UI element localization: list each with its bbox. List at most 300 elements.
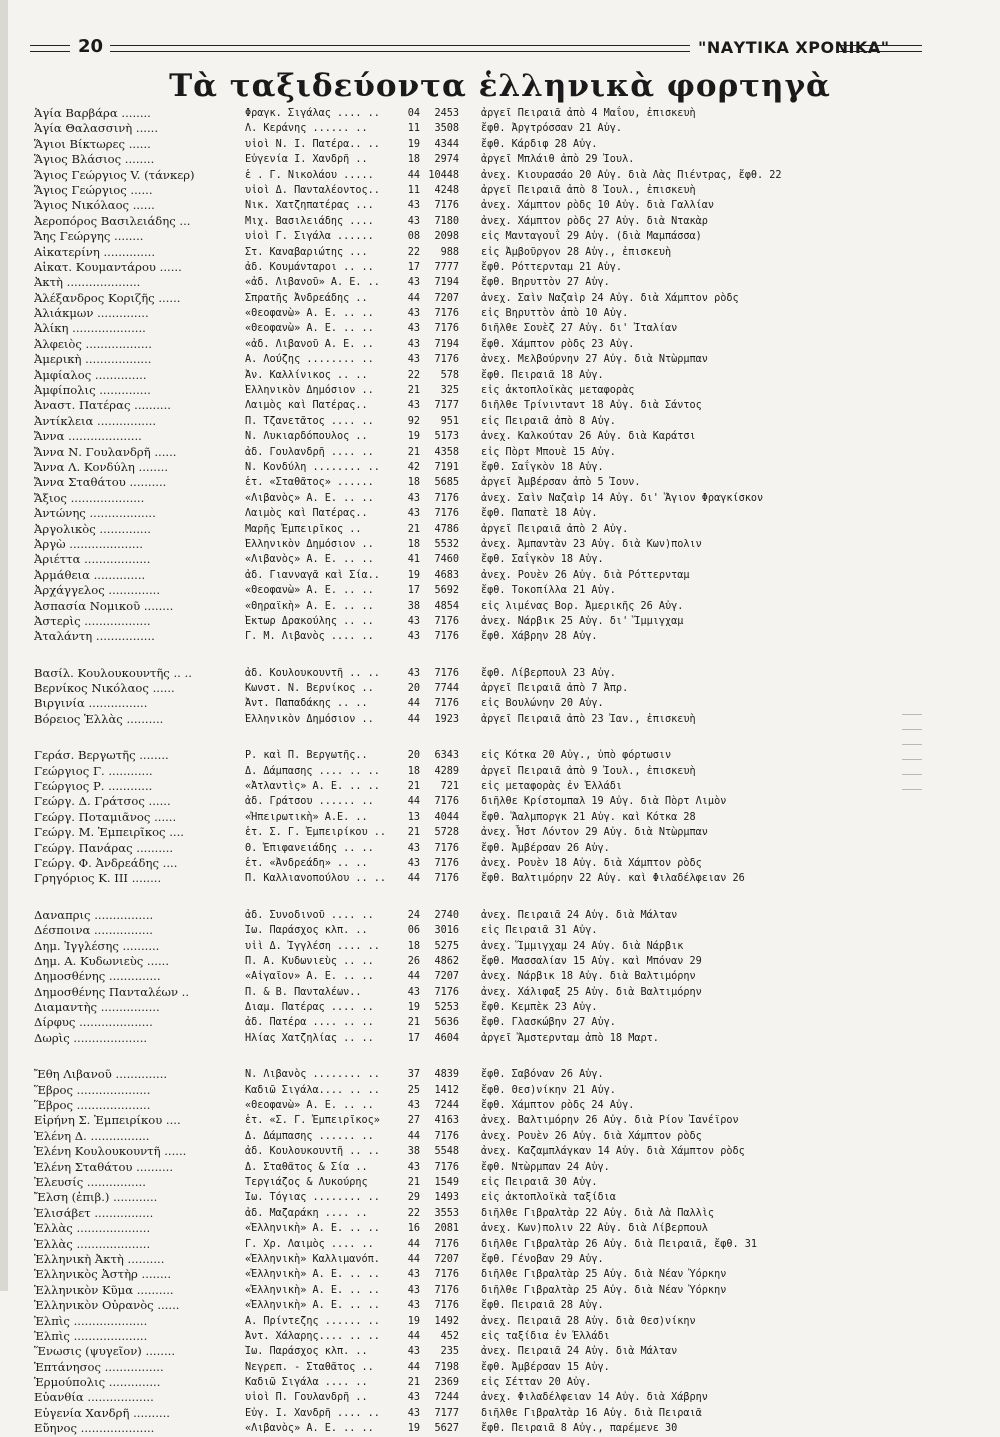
build-year: 44 bbox=[407, 1330, 420, 1342]
ship-owner: Νεγρεπ. - Σταθᾶτος .. bbox=[245, 1361, 374, 1373]
tonnage: 7244 bbox=[434, 1392, 459, 1404]
ship-owner: «ἀδ. Λιβανοῦ» Α. Ε. .. bbox=[245, 277, 380, 289]
ship-owner: Ἀντ. Παπαδάκης .. .. bbox=[245, 698, 368, 710]
ship-owner: υἱοὶ Δ. Πανταλέοντος.. bbox=[245, 184, 380, 196]
tonnage: 7176 bbox=[434, 842, 459, 854]
voyage-status: εἰς Πειραιᾶ ἀπὸ 8 Αὐγ. bbox=[481, 415, 616, 427]
build-year: 44 bbox=[407, 873, 420, 885]
voyage-status: ἔφθ. Χάβρην 28 Αὐγ. bbox=[481, 631, 598, 643]
tonnage: 7176 bbox=[434, 667, 459, 679]
ship-owner: Ἰω. Παράσχος κλπ. .. bbox=[245, 1346, 368, 1358]
ship-name: Βερνίκος Νικόλαος ...... bbox=[34, 681, 175, 696]
ship-row bbox=[0, 198, 1000, 213]
tonnage: 235 bbox=[440, 1346, 459, 1358]
build-year: 24 bbox=[407, 909, 420, 921]
ship-owner: Ν. Λιβανὸς ........ .. bbox=[245, 1069, 380, 1081]
ship-name: Ἔλση (ἐπιβ.) ............ bbox=[34, 1190, 158, 1205]
header-rule-middle bbox=[110, 45, 690, 52]
tonnage: 4604 bbox=[434, 1032, 459, 1044]
ship-name: Ἄννα Ν. Γουλανδρῆ ...... bbox=[34, 444, 177, 459]
ship-name: Ἔθη Λιβανοῦ .............. bbox=[34, 1067, 168, 1082]
voyage-status: ἀνεχ. Ρουὲν 18 Αὐγ. διὰ Χάμπτον ρὸδς bbox=[481, 857, 702, 869]
tonnage: 7194 bbox=[434, 338, 459, 350]
build-year: 44 bbox=[407, 698, 420, 710]
ship-name: Εὐανθία .................. bbox=[34, 1390, 154, 1405]
build-year: 44 bbox=[407, 971, 420, 983]
build-year: 18 bbox=[407, 154, 420, 166]
ship-row bbox=[0, 841, 1000, 856]
ship-owner: «Θεοφανὼ» Α. Ε. .. .. bbox=[245, 585, 374, 597]
build-year: 18 bbox=[407, 477, 420, 489]
voyage-status: ἀνεχ. Σαὶν Ναζαὶρ 14 Αὐγ. δι' Ἅγιον Φραγκίσκον bbox=[481, 492, 764, 504]
ship-name: Γρηγόριος Κ. ΙΙΙ ........ bbox=[34, 871, 162, 886]
ship-row bbox=[0, 1314, 1000, 1329]
ship-owner: Γ. Μ. Λιβανὸς .... .. bbox=[245, 631, 374, 643]
tonnage: 7744 bbox=[434, 683, 459, 695]
voyage-status: διῆλθε Τρίνινταντ 18 Αὐγ. διὰ Σάντος bbox=[481, 400, 702, 412]
voyage-status: ἀνεχ. Καλκούταν 26 Αὐγ. διὰ Καράτσι bbox=[481, 431, 696, 443]
ship-owner: Εὐγ. Ι. Χανδρῆ .... .. bbox=[245, 1407, 380, 1419]
ship-owner: «Λιβανὸς» Α. Ε. .. .. bbox=[245, 554, 374, 566]
ship-owner: Εὐγενία Ι. Χανδρῆ .. bbox=[245, 154, 368, 166]
tonnage: 5253 bbox=[434, 1002, 459, 1014]
build-year: 43 bbox=[407, 308, 420, 320]
tonnage: 5627 bbox=[434, 1423, 459, 1435]
tonnage: 5275 bbox=[434, 940, 459, 952]
build-year: 92 bbox=[407, 415, 420, 427]
build-year: 43 bbox=[407, 215, 420, 227]
header-rule-left bbox=[30, 45, 70, 52]
ship-owner: υἱοὶ Ν. Ι. Πατέρα.. .. bbox=[245, 138, 380, 150]
ship-row bbox=[0, 368, 1000, 383]
tonnage: 3016 bbox=[434, 925, 459, 937]
ship-owner: Α. Λούζης ........ .. bbox=[245, 354, 374, 366]
ship-row bbox=[0, 321, 1000, 336]
ship-owner: ἀδ. Γράτσου ...... .. bbox=[245, 796, 374, 808]
voyage-status: ἔφθ. Κεμπὲκ 23 Αὐγ. bbox=[481, 1002, 598, 1014]
ship-name: Γεράσ. Βεργωτῆς ........ bbox=[34, 748, 169, 763]
build-year: 43 bbox=[407, 986, 420, 998]
build-year: 21 bbox=[407, 523, 420, 535]
ship-name: Ἀριέττα .................. bbox=[34, 552, 151, 567]
ship-name: Ἑλληνικὴ Ἀκτὴ .......... bbox=[34, 1251, 165, 1266]
ship-name: Ἑλένη Δ. ................ bbox=[34, 1128, 150, 1143]
voyage-status: ἔφθ. Παπατὲ 18 Αὐγ. bbox=[481, 508, 598, 520]
ship-row bbox=[0, 1160, 1000, 1175]
ship-name: Ἀρχάγγελος .............. bbox=[34, 583, 161, 598]
ship-owner: υἱοὶ Π. Γουλανδρῆ .. bbox=[245, 1392, 368, 1404]
ship-owner: Σπρατῆς Ἀνδρεάδης .. bbox=[245, 292, 368, 304]
build-year: 16 bbox=[407, 1223, 420, 1235]
voyage-status: εἰς Μανταγουῒ 29 Αὐγ. (διὰ Μαμπάσσα) bbox=[481, 231, 702, 243]
build-year: 17 bbox=[407, 585, 420, 597]
voyage-status: ἀργεῖ Πειραιᾶ ἀπὸ 4 Μαΐου, ἐπισκευὴ bbox=[481, 108, 696, 119]
build-year: 43 bbox=[407, 200, 420, 212]
ship-name: Ἀκτὴ .................... bbox=[34, 275, 141, 290]
build-year: 43 bbox=[407, 277, 420, 289]
ship-owner: Νικ. Χατζηπατέρας ... bbox=[245, 200, 374, 212]
voyage-status: ἔφθ. Ἀργτρόσσαν 21 Αὐγ. bbox=[481, 123, 623, 135]
ship-name: Γεώργιος Ρ. ............ bbox=[34, 779, 153, 794]
tonnage: 5548 bbox=[434, 1146, 459, 1158]
ship-owner: «Θεοφανὼ» Α. Ε. .. .. bbox=[245, 1100, 374, 1112]
build-year: 43 bbox=[407, 842, 420, 854]
tonnage: 7176 bbox=[434, 200, 459, 212]
ship-name: Ἑρμούπολις .............. bbox=[34, 1375, 161, 1390]
ship-owner: Ἕκτωρ Δρακούλης .. .. bbox=[245, 615, 374, 627]
ship-row bbox=[0, 969, 1000, 984]
voyage-status: ἀνεχ. Ἧστ Λόντον 29 Αὐγ. διὰ Ντὼρμπαν bbox=[481, 827, 708, 839]
voyage-status: διῆλθε Γιβραλτὰρ 22 Αὐγ. διὰ Λὰ Παλλὶς bbox=[481, 1207, 715, 1219]
ship-owner: Ἑλληνικὸν Δημόσιον .. bbox=[245, 538, 374, 550]
ship-row bbox=[0, 666, 1000, 681]
tonnage: 4683 bbox=[434, 569, 459, 581]
ship-name: Ἀρμάθεια .............. bbox=[34, 567, 146, 582]
ship-owner: Δ. Σταθᾶτος & Σία .. bbox=[245, 1161, 368, 1173]
voyage-status: ἔφθ. Βαλτιμόρην 22 Αὐγ. καὶ Φιλαδέλφειαν 26 bbox=[481, 873, 745, 885]
build-year: 04 bbox=[407, 108, 420, 119]
ship-row bbox=[0, 229, 1000, 244]
tonnage: 3508 bbox=[434, 123, 459, 135]
build-year: 38 bbox=[407, 600, 420, 612]
ship-owner: «Αἰγαῖον» Α. Ε. .. .. bbox=[245, 971, 374, 983]
build-year: 44 bbox=[407, 1253, 420, 1265]
ship-name: Δέσποινα ................ bbox=[34, 923, 153, 938]
ship-owner: Καδιῶ Σιγάλα.... .. .. bbox=[245, 1084, 380, 1096]
ship-name: Αἰκατ. Κουμαντάρου ...... bbox=[34, 259, 182, 274]
voyage-status: ἀργεῖ Ἄμστερνταμ ἀπὸ 18 Μαρτ. bbox=[481, 1032, 659, 1044]
ship-owner: «Ἑλληνικὴ» Α. Ε. .. .. bbox=[245, 1300, 380, 1312]
build-year: 43 bbox=[407, 1346, 420, 1358]
build-year: 43 bbox=[407, 338, 420, 350]
ship-owner: Λαιμὸς καὶ Πατέρας.. bbox=[245, 508, 368, 520]
ship-row bbox=[0, 696, 1000, 711]
ship-name: Δημοσθένης .............. bbox=[34, 969, 161, 984]
ship-row bbox=[0, 414, 1000, 429]
voyage-status: ἔφθ. Ρόττερνταμ 21 Αὐγ. bbox=[481, 261, 623, 273]
tonnage: 4163 bbox=[434, 1115, 459, 1127]
ship-owner: ἑτ. «Ἀνδρεάδη» .. .. bbox=[245, 857, 368, 869]
tonnage: 325 bbox=[440, 385, 459, 397]
tonnage: 1493 bbox=[434, 1192, 459, 1204]
ship-row bbox=[0, 1031, 1000, 1046]
build-year: 20 bbox=[407, 750, 420, 762]
tonnage: 1549 bbox=[434, 1177, 459, 1188]
ship-owner: ἀδ. Κουλουκουντῆ .. .. bbox=[245, 667, 380, 679]
ship-row bbox=[0, 1190, 1000, 1205]
voyage-status: ἀνεχ. Χάμπτον ρὸδς 10 Αὐγ. διὰ Γαλλίαν bbox=[481, 200, 715, 212]
ship-owner: Π. & Β. Πανταλέων.. bbox=[245, 986, 362, 998]
tonnage: 7460 bbox=[434, 554, 459, 566]
build-year: 22 bbox=[407, 1207, 420, 1219]
tonnage: 4862 bbox=[434, 955, 459, 967]
ship-row bbox=[0, 871, 1000, 886]
build-year: 11 bbox=[407, 184, 420, 196]
ship-owner: «Θεοφανὼ» Α. Ε. .. .. bbox=[245, 308, 374, 320]
ship-row bbox=[0, 779, 1000, 794]
tonnage: 7176 bbox=[434, 1238, 459, 1250]
build-year: 08 bbox=[407, 231, 420, 243]
tonnage: 4344 bbox=[434, 138, 459, 150]
build-year: 19 bbox=[407, 431, 420, 443]
build-year: 26 bbox=[407, 955, 420, 967]
ship-name: Ἀστερὶς .................. bbox=[34, 613, 151, 628]
ship-name: Γεώργ. Μ. Ἐμπειρῖκος .... bbox=[34, 825, 184, 840]
ship-owner: «Ἀτλαντὶς» Α. Ε. .. .. bbox=[245, 781, 380, 793]
voyage-status: ἀνεχ. Ρουὲν 26 Αὐγ. διὰ Χάμπτον ρὸδς bbox=[481, 1130, 702, 1142]
voyage-status: εἰς Σέτταν 20 Αὐγ. bbox=[481, 1377, 592, 1389]
voyage-status: ἀργεῖ Πειραιᾶ ἀπὸ 2 Αὐγ. bbox=[481, 523, 629, 535]
ship-name: Ἀμερικὴ .................. bbox=[34, 352, 152, 367]
tonnage: 578 bbox=[440, 369, 459, 381]
ship-owner: Στ. Καναβαριώτης ... bbox=[245, 246, 368, 258]
ship-row bbox=[0, 568, 1000, 583]
ship-owner: «Ἑλληνικὴ» Α. Ε. .. .. bbox=[245, 1284, 380, 1296]
build-year: 43 bbox=[407, 1392, 420, 1404]
ship-owner: Ἀντ. Χάλαρης.... .. .. bbox=[245, 1330, 380, 1342]
ship-name: Ἑλληνικὸν Κῦμα .......... bbox=[34, 1282, 174, 1297]
voyage-status: ἔφθ. Σαΐγκὸν 18 Αὐγ. bbox=[481, 461, 604, 473]
tonnage: 7191 bbox=[434, 461, 459, 473]
ship-name: Ἄης Γεώργης ........ bbox=[34, 229, 144, 244]
tonnage: 7176 bbox=[434, 796, 459, 808]
tonnage: 2974 bbox=[434, 154, 459, 166]
ship-row bbox=[0, 1067, 1000, 1082]
build-year: 21 bbox=[407, 385, 420, 397]
ship-name: Ἑλλὰς .................... bbox=[34, 1236, 151, 1251]
ship-row bbox=[0, 954, 1000, 969]
header-rule-right bbox=[838, 45, 922, 52]
ship-row bbox=[0, 1113, 1000, 1128]
ship-row bbox=[0, 352, 1000, 367]
ship-owner: Διαμ. Πατέρας .... .. bbox=[245, 1002, 374, 1014]
tonnage: 7198 bbox=[434, 1361, 459, 1373]
build-year: 18 bbox=[407, 940, 420, 952]
voyage-status: ἔφθ. Ἀμβέρσαν 26 Αὐγ. bbox=[481, 842, 610, 854]
ship-owner: Ἡλίας Χατζηλίας .. .. bbox=[245, 1032, 374, 1044]
voyage-status: ἀνεχ. Χάλιφαξ 25 Αὐγ. διὰ Βαλτιμόρην bbox=[481, 986, 702, 998]
ship-name: Ἕνωσις (ψυγεῖον) ........ bbox=[34, 1344, 175, 1359]
ship-row bbox=[0, 681, 1000, 696]
build-year: 43 bbox=[407, 615, 420, 627]
voyage-status: εἰς μεταφορὰς ἐν Ἑλλάδι bbox=[481, 781, 623, 793]
ship-owner: ἀδ. Κουλουκουντῆ .. .. bbox=[245, 1146, 380, 1158]
ship-row bbox=[0, 168, 1000, 183]
voyage-status: εἰς Βηρυττὸν ἀπὸ 10 Αὐγ. bbox=[481, 308, 629, 320]
ship-name: Ἀλέξανδρος Κοριζῆς ...... bbox=[34, 290, 181, 305]
build-year: 43 bbox=[407, 400, 420, 412]
ship-owner: ἀδ. Μαζαράκη .... .. bbox=[245, 1207, 368, 1219]
voyage-status: ἀνεχ. Σαὶν Ναζαὶρ 24 Αὐγ. διὰ Χάμπτον ρὸδς bbox=[481, 292, 739, 304]
ship-row bbox=[0, 810, 1000, 825]
ship-row bbox=[0, 1329, 1000, 1344]
ship-row bbox=[0, 121, 1000, 136]
build-year: 19 bbox=[407, 569, 420, 581]
ship-name: Ἕβρος .................... bbox=[34, 1082, 151, 1097]
voyage-status: ἔφθ. Μασσαλίαν 15 Αὐγ. καὶ Μπόναν 29 bbox=[481, 955, 702, 967]
ship-owner: Καδιῶ Σιγάλα .... .. bbox=[245, 1377, 368, 1389]
ship-row bbox=[0, 1344, 1000, 1359]
build-year: 43 bbox=[407, 354, 420, 366]
voyage-status: ἀνεχ. Πειραιᾶ 24 Αὐγ. διὰ Μάλταν bbox=[481, 1346, 678, 1358]
ship-row bbox=[0, 1360, 1000, 1375]
ship-row bbox=[0, 306, 1000, 321]
ship-owner: Κωνστ. Ν. Βερνίκος .. bbox=[245, 683, 374, 695]
voyage-status: ἀνεχ. Φιλαδέλφειαν 14 Αὐγ. διὰ Χάβρην bbox=[481, 1392, 708, 1404]
build-year: 17 bbox=[407, 1032, 420, 1044]
ship-name: Ἄννα Λ. Κονδύλη ........ bbox=[34, 459, 169, 474]
tonnage: 2081 bbox=[434, 1223, 459, 1235]
ship-owner: Α. Πρίντεζης ...... .. bbox=[245, 1315, 380, 1327]
tonnage: 7207 bbox=[434, 1253, 459, 1265]
build-year: 43 bbox=[407, 1269, 420, 1281]
voyage-status: ἀνεχ. Πειραιᾶ 28 Αὐγ. διὰ Θεσ)νίκην bbox=[481, 1315, 696, 1327]
ship-owner: «Λιβανὸς» Α. Ε. .. .. bbox=[245, 492, 374, 504]
voyage-status: ἔφθ. Ἅαλμποργκ 21 Αὐγ. καὶ Κότκα 28 bbox=[481, 811, 696, 823]
tonnage: 7207 bbox=[434, 292, 459, 304]
ship-name: Γεώργιος Γ. ............ bbox=[34, 763, 153, 778]
ship-owner: Μιχ. Βασιλειάδης .... bbox=[245, 215, 374, 227]
ship-owner: ἀδ. Κουμάνταροι .. .. bbox=[245, 261, 374, 273]
ship-row bbox=[0, 1015, 1000, 1030]
ship-name: Εὔηνος .................... bbox=[34, 1421, 155, 1436]
ship-owner: «Θηραϊκὴ» Α. Ε. .. .. bbox=[245, 600, 374, 612]
tonnage: 7176 bbox=[434, 1130, 459, 1142]
ship-name: Ἀσπασία Νομικοῦ ........ bbox=[34, 598, 174, 613]
ship-name: Ἀντώνης .................. bbox=[34, 506, 156, 521]
voyage-status: ἀργεῖ Πειραιᾶ ἀπὸ 7 Ἀπρ. bbox=[481, 683, 629, 695]
build-year: 44 bbox=[407, 1238, 420, 1250]
ship-row bbox=[0, 1206, 1000, 1221]
voyage-status: εἰς Ἀμβοῦργον 28 Αὐγ., ἐπισκευὴ bbox=[481, 246, 672, 258]
ship-owner: «Ἠπειρωτικὴ» Α.Ε. .. bbox=[245, 811, 368, 823]
ship-owner: Θ. Ἐπιφανειάδης .. .. bbox=[245, 842, 374, 854]
build-year: 19 bbox=[407, 1423, 420, 1435]
ship-row bbox=[0, 856, 1000, 871]
build-year: 22 bbox=[407, 246, 420, 258]
ship-name: Ἑλένη Κουλουκουντῆ ...... bbox=[34, 1144, 187, 1159]
voyage-status: διῆλθε Γιβραλτὰρ 25 Αὐγ. διὰ Νέαν Ὑόρκην bbox=[481, 1269, 727, 1281]
tonnage: 721 bbox=[440, 781, 459, 793]
voyage-status: εἰς λιμένας Βορ. Ἀμερικῆς 26 Αὐγ. bbox=[481, 600, 684, 612]
ship-row bbox=[0, 1390, 1000, 1405]
tonnage: 1923 bbox=[434, 713, 459, 725]
voyage-status: εἰς Βουλώνην 20 Αὐγ. bbox=[481, 698, 604, 710]
tonnage: 5692 bbox=[434, 585, 459, 597]
tonnage: 7176 bbox=[434, 698, 459, 710]
ship-row bbox=[0, 1237, 1000, 1252]
ship-row bbox=[0, 1375, 1000, 1390]
tonnage: 7176 bbox=[434, 1269, 459, 1281]
voyage-status: διῆλθε Γιβραλτὰρ 25 Αὐγ. διὰ Νέαν Ὑόρκην bbox=[481, 1284, 727, 1296]
voyage-status: ἀνεχ. Χάμπτον ρὸδς 27 Αὐγ. διὰ Ντακὰρ bbox=[481, 215, 708, 227]
voyage-status: ἀργεῖ Μπλάιθ ἀπὸ 29 Ἰουλ. bbox=[481, 154, 635, 166]
build-year: 43 bbox=[407, 1300, 420, 1312]
tonnage: 5636 bbox=[434, 1017, 459, 1029]
ship-owner: Λαιμὸς καὶ Πατέρας.. bbox=[245, 400, 368, 412]
build-year: 41 bbox=[407, 554, 420, 566]
ship-owner: ἀδ. Γιανναγᾶ καὶ Σία.. bbox=[245, 569, 380, 581]
ship-name: Εἰρήνη Σ. Ἐμπειρίκου .... bbox=[34, 1113, 181, 1128]
tonnage: 7176 bbox=[434, 492, 459, 504]
build-year: 21 bbox=[407, 827, 420, 839]
ship-name: Δίρφυς .................... bbox=[34, 1015, 153, 1030]
ship-name: Ἀλιάκμων .............. bbox=[34, 306, 149, 321]
voyage-status: ἀνεχ. Ρουὲν 26 Αὐγ. διὰ Ρόττερνταμ bbox=[481, 569, 690, 581]
ship-owner: ἑ . Γ. Νικολάου ..... bbox=[245, 169, 374, 181]
voyage-status: ἔφθ. Σαβόναν 26 Αὐγ. bbox=[481, 1069, 604, 1081]
ship-owner: Ν. Κονδύλη ........ .. bbox=[245, 461, 380, 473]
ship-owner: ἑτ. Σ. Γ. Ἐμπειρίκου .. bbox=[245, 827, 387, 839]
ship-name: Ἐλευσίς ................ bbox=[34, 1175, 146, 1189]
tonnage: 7177 bbox=[434, 1407, 459, 1419]
voyage-status: ἀνεχ. Πειραιᾶ 24 Αὐγ. διὰ Μάλταν bbox=[481, 909, 678, 921]
tonnage: 4044 bbox=[434, 811, 459, 823]
ship-owner: «Ἑλληνικὴ» Α. Ε. .. .. bbox=[245, 1223, 380, 1235]
ship-name: Δαναπρις ................ bbox=[34, 907, 154, 922]
ship-row bbox=[0, 599, 1000, 614]
build-year: 43 bbox=[407, 1161, 420, 1173]
voyage-status: ἀργεῖ Πειραιᾶ ἀπὸ 8 Ἰουλ., ἐπισκευὴ bbox=[481, 184, 696, 196]
ship-name: Αἰκατερίνη .............. bbox=[34, 244, 156, 259]
build-year: 18 bbox=[407, 538, 420, 550]
tonnage: 4854 bbox=[434, 600, 459, 612]
ship-row bbox=[0, 939, 1000, 954]
build-year: 43 bbox=[407, 1407, 420, 1419]
ship-row bbox=[0, 106, 1000, 121]
ship-owner: υἱοὶ Γ. Σιγάλα ...... bbox=[245, 231, 374, 243]
ship-owner: Ἰω. Τόγιας ........ .. bbox=[245, 1192, 380, 1204]
tonnage: 2453 bbox=[434, 108, 459, 119]
tonnage: 7176 bbox=[434, 1284, 459, 1296]
voyage-status: ἀνεχ. Νάρβικ 25 Αὐγ. δι' Ἵμμιγχαμ bbox=[481, 615, 684, 627]
ship-name: Ἀεροπόρος Βασιλειάδης ... bbox=[34, 213, 191, 228]
ship-row bbox=[0, 614, 1000, 629]
ship-row bbox=[0, 260, 1000, 275]
ship-name: Ἐλπὶς .................... bbox=[34, 1313, 148, 1328]
tonnage: 5728 bbox=[434, 827, 459, 839]
build-year: 21 bbox=[407, 1017, 420, 1029]
tonnage: 1492 bbox=[434, 1315, 459, 1327]
ship-owner: «ἀδ. Λιβανοῦ Α. Ε. .. bbox=[245, 338, 374, 350]
ship-row bbox=[0, 629, 1000, 644]
tonnage: 5685 bbox=[434, 477, 459, 489]
ship-name: Ἕβρος .................... bbox=[34, 1098, 151, 1113]
ship-name: Ἑπτάνησος ................ bbox=[34, 1359, 164, 1374]
ship-owner: «Θεοφανὼ» Α. Ε. .. .. bbox=[245, 323, 374, 335]
ship-name: Γεώργ. Δ. Γράτσος ...... bbox=[34, 794, 171, 809]
tonnage: 7177 bbox=[434, 400, 459, 412]
ship-owner: Ἑλληνικὸν Δημόσιον .. bbox=[245, 385, 374, 397]
voyage-status: ἔφθ. Κάρδιφ 28 Αὐγ. bbox=[481, 138, 598, 150]
build-year: 13 bbox=[407, 811, 420, 823]
build-year: 43 bbox=[407, 1100, 420, 1112]
ship-name: Βόρειος Ἑλλὰς .......... bbox=[34, 711, 164, 726]
voyage-status: εἰς ἀκτοπλοϊκὰ ταξίδια bbox=[481, 1192, 616, 1204]
build-year: 17 bbox=[407, 261, 420, 273]
ship-name: Ἅγιοι Βίκτωρες ...... bbox=[34, 136, 151, 151]
ship-name: Διαμαντὴς ................ bbox=[34, 1000, 160, 1015]
ship-row bbox=[0, 1175, 1000, 1190]
build-year: 44 bbox=[407, 1361, 420, 1373]
ship-owner: Π. Α. Κυδωνιεὺς .. .. bbox=[245, 955, 374, 967]
ship-row bbox=[0, 491, 1000, 506]
ship-row bbox=[0, 908, 1000, 923]
ship-name: Ἐλπὶς .................... bbox=[34, 1328, 148, 1343]
ship-row bbox=[0, 137, 1000, 152]
ship-owner: Ρ. καὶ Π. Βεργωτῆς.. bbox=[245, 750, 368, 762]
ship-owner: ἑτ. «Σταθᾶτος» ...... bbox=[245, 477, 374, 489]
